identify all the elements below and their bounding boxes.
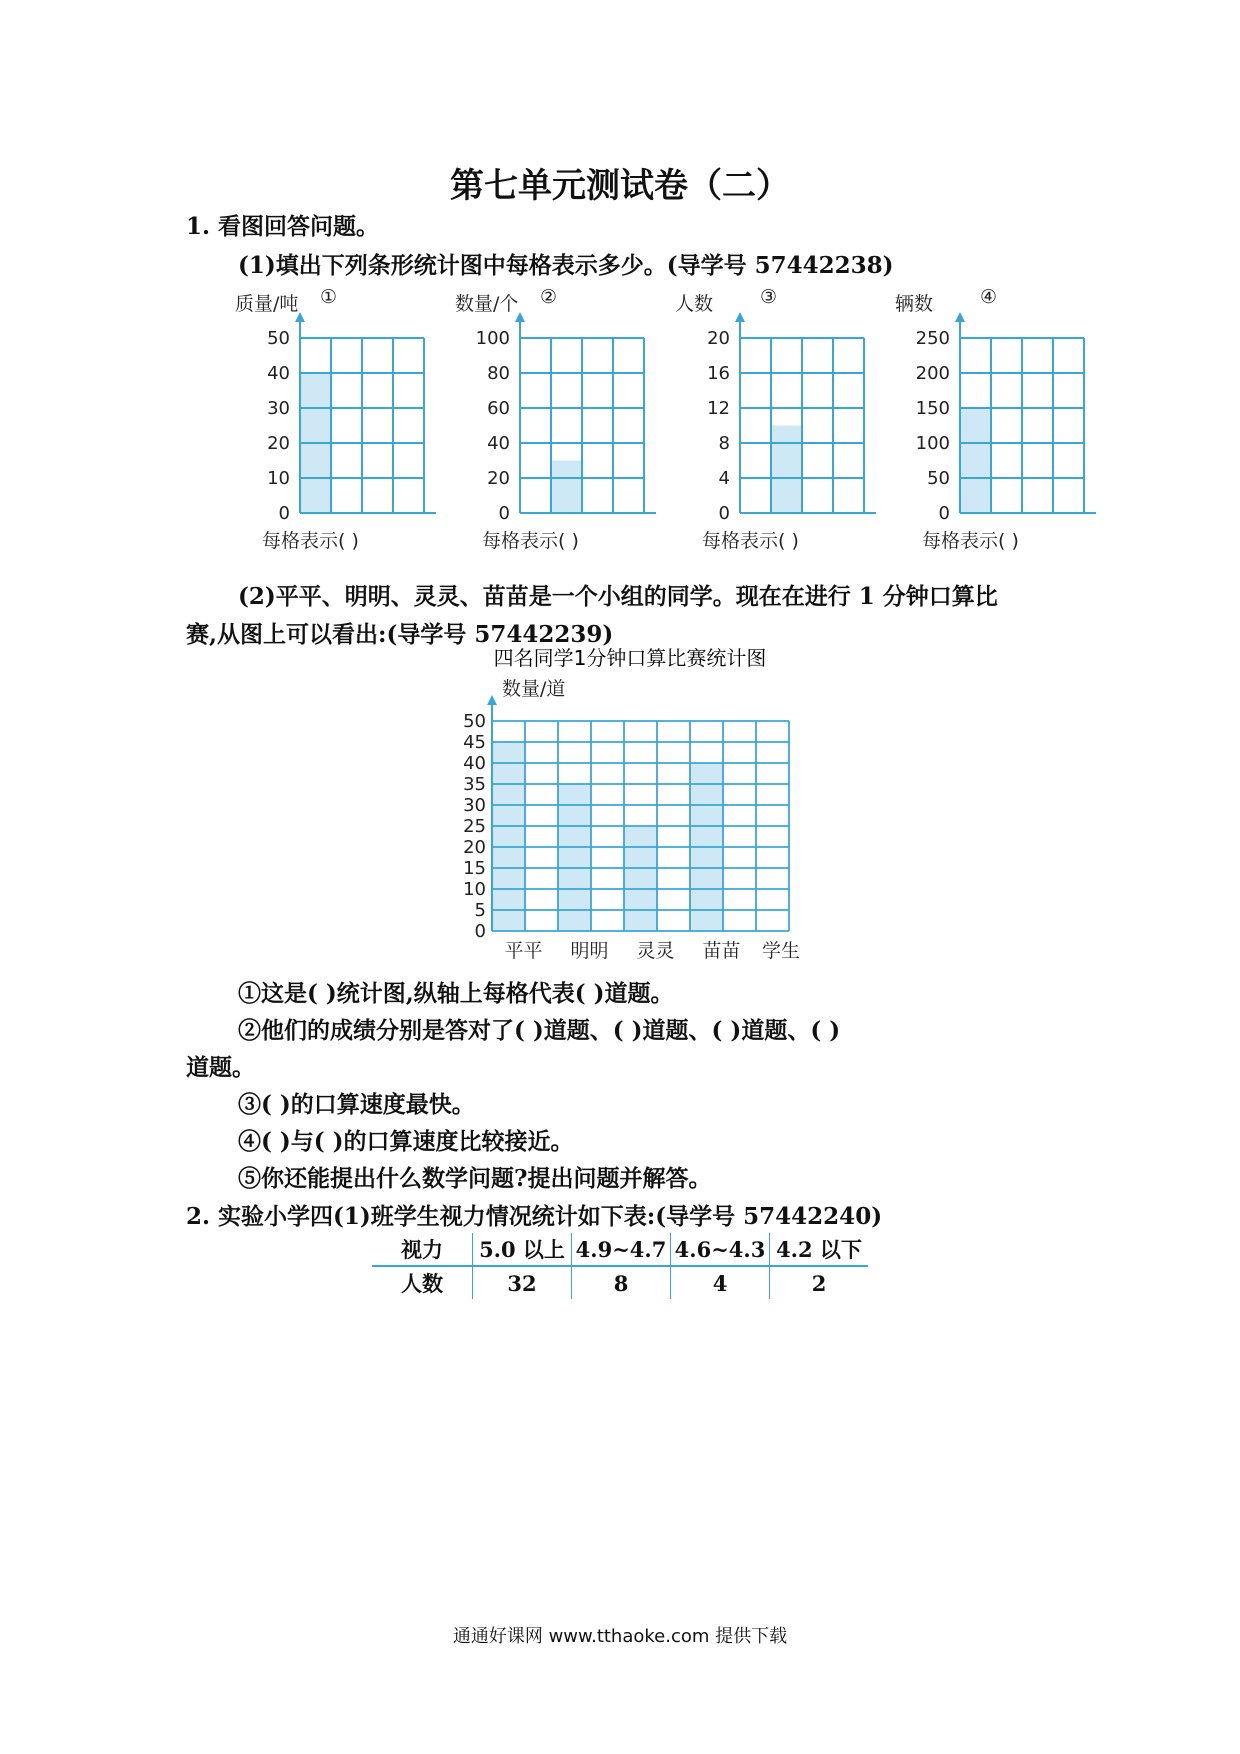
y-tick-label: 0: [498, 503, 510, 524]
chart-marker: ①: [320, 286, 338, 308]
y-tick-label: 5: [474, 900, 486, 921]
y-tick-label: 35: [463, 774, 486, 795]
y-tick-label: 40: [267, 363, 290, 384]
y-tick-label: 20: [487, 468, 510, 489]
x-tick-label: 灵灵: [636, 940, 675, 962]
y-tick-label: 100: [475, 328, 510, 349]
small-chart-2: [455, 286, 656, 552]
sub-question-2-line-1: ②他们的成绩分别是答对了( )道题、( )道题、( )道题、( ): [238, 1017, 841, 1044]
y-axis-label: 辆数: [895, 293, 934, 315]
table-header-cell: 视力: [401, 1237, 443, 1262]
y-tick-label: 12: [707, 398, 730, 419]
small-chart-4: [895, 286, 1096, 552]
sub-question-3: ③( )的口算速度最快。: [238, 1091, 475, 1118]
y-tick-label: 10: [463, 879, 486, 900]
sub-question-1: ①这是( )统计图,纵轴上每格代表( )道题。: [238, 980, 674, 1007]
table-cell: 8: [572, 1266, 671, 1299]
y-axis-arrow: [955, 312, 965, 322]
y-axis-label: 人数: [675, 293, 714, 315]
table-header-cell: 4.6~4.3: [671, 1233, 770, 1266]
y-axis-label: 数量/道: [502, 678, 566, 700]
y-tick-label: 30: [463, 795, 486, 816]
y-tick-label: 8: [718, 433, 730, 454]
x-tick-label: 明明: [570, 940, 609, 962]
y-tick-label: 30: [267, 398, 290, 419]
each-grid-caption: 每格表示( ): [922, 530, 1019, 552]
y-tick-label: 0: [718, 503, 730, 524]
table-cell: 2: [770, 1266, 869, 1299]
bar: [551, 461, 582, 514]
y-axis-label: 数量/个: [455, 293, 519, 315]
bar: [558, 784, 591, 931]
small-chart-3: [675, 286, 876, 552]
y-tick-label: 15: [463, 858, 486, 879]
bar: [492, 742, 525, 931]
each-grid-caption: 每格表示( ): [262, 530, 359, 552]
x-tick-label: 苗苗: [702, 940, 741, 962]
y-tick-label: 100: [915, 433, 950, 454]
table-row: [372, 1266, 868, 1299]
bar: [960, 408, 991, 513]
question-1-part-2-line-2: 赛,从图上可以看出:(导学号 57442239): [186, 621, 614, 648]
y-tick-label: 50: [927, 468, 950, 489]
y-tick-label: 20: [267, 433, 290, 454]
y-tick-label: 20: [463, 837, 486, 858]
question-2-heading: 2. 实验小学四(1)班学生视力情况统计如下表:(导学号 57442240): [186, 1203, 883, 1230]
sub-question-2-line-2: 道题。: [186, 1054, 255, 1081]
sub-question-5: ⑤你还能提出什么数学问题?提出问题并解答。: [238, 1165, 712, 1192]
question-1-part-2-line-1: (2)平平、明明、灵灵、苗苗是一个小组的同学。现在在进行 1 分钟口算比: [238, 583, 998, 610]
small-charts: [225, 285, 1225, 565]
y-tick-label: 50: [463, 711, 486, 732]
small-chart-1: [235, 286, 436, 552]
y-tick-label: 40: [463, 753, 486, 774]
y-tick-label: 20: [707, 328, 730, 349]
question-1-heading: 1. 看图回答问题。: [186, 213, 380, 240]
table-header-row: [372, 1233, 868, 1266]
y-tick-label: 16: [707, 363, 730, 384]
vision-table: [372, 1233, 868, 1299]
y-axis-arrow: [735, 312, 745, 322]
y-tick-label: 0: [938, 503, 950, 524]
table-header-cell: 4.9~4.7: [572, 1233, 671, 1266]
table-cell: 32: [473, 1266, 572, 1299]
y-tick-label: 60: [487, 398, 510, 419]
table-header-cell: 5.0 以上: [473, 1233, 572, 1266]
x-tick-label: 平平: [504, 940, 543, 962]
each-grid-caption: 每格表示( ): [702, 530, 799, 552]
y-tick-label: 0: [474, 921, 486, 942]
y-tick-label: 25: [463, 816, 486, 837]
oral-calc-chart: [440, 645, 860, 965]
y-tick-label: 200: [915, 363, 950, 384]
question-1-part-1: (1)填出下列条形统计图中每格表示多少。(导学号 57442238): [238, 252, 894, 279]
table-header-cell: 4.2 以下: [770, 1233, 869, 1266]
chart-marker: ②: [540, 286, 558, 308]
y-tick-label: 250: [915, 328, 950, 349]
footer: 通通好课网 www.tthaoke.com 提供下载: [452, 1626, 788, 1647]
sub-question-4: ④( )与( )的口算速度比较接近。: [238, 1128, 574, 1155]
x-axis-label: 学生: [761, 940, 801, 962]
y-tick-label: 10: [267, 468, 290, 489]
y-tick-label: 0: [278, 503, 290, 524]
bar: [624, 826, 657, 931]
y-tick-label: 150: [915, 398, 950, 419]
each-grid-caption: 每格表示( ): [482, 530, 579, 552]
y-tick-label: 50: [267, 328, 290, 349]
chart-marker: ④: [980, 286, 998, 308]
page-title: 第七单元测试卷（二）: [450, 166, 790, 206]
y-tick-label: 4: [718, 468, 730, 489]
y-tick-label: 40: [487, 433, 510, 454]
chart-title: 四名同学1分钟口算比赛统计图: [493, 646, 767, 670]
y-axis-arrow: [487, 695, 497, 705]
table-cell: 人数: [401, 1271, 443, 1296]
y-tick-label: 45: [463, 732, 486, 753]
table-cell: 4: [671, 1266, 770, 1299]
y-tick-label: 80: [487, 363, 510, 384]
chart-marker: ③: [760, 286, 778, 308]
bar: [771, 426, 802, 514]
y-axis-label: 质量/吨: [235, 293, 299, 315]
